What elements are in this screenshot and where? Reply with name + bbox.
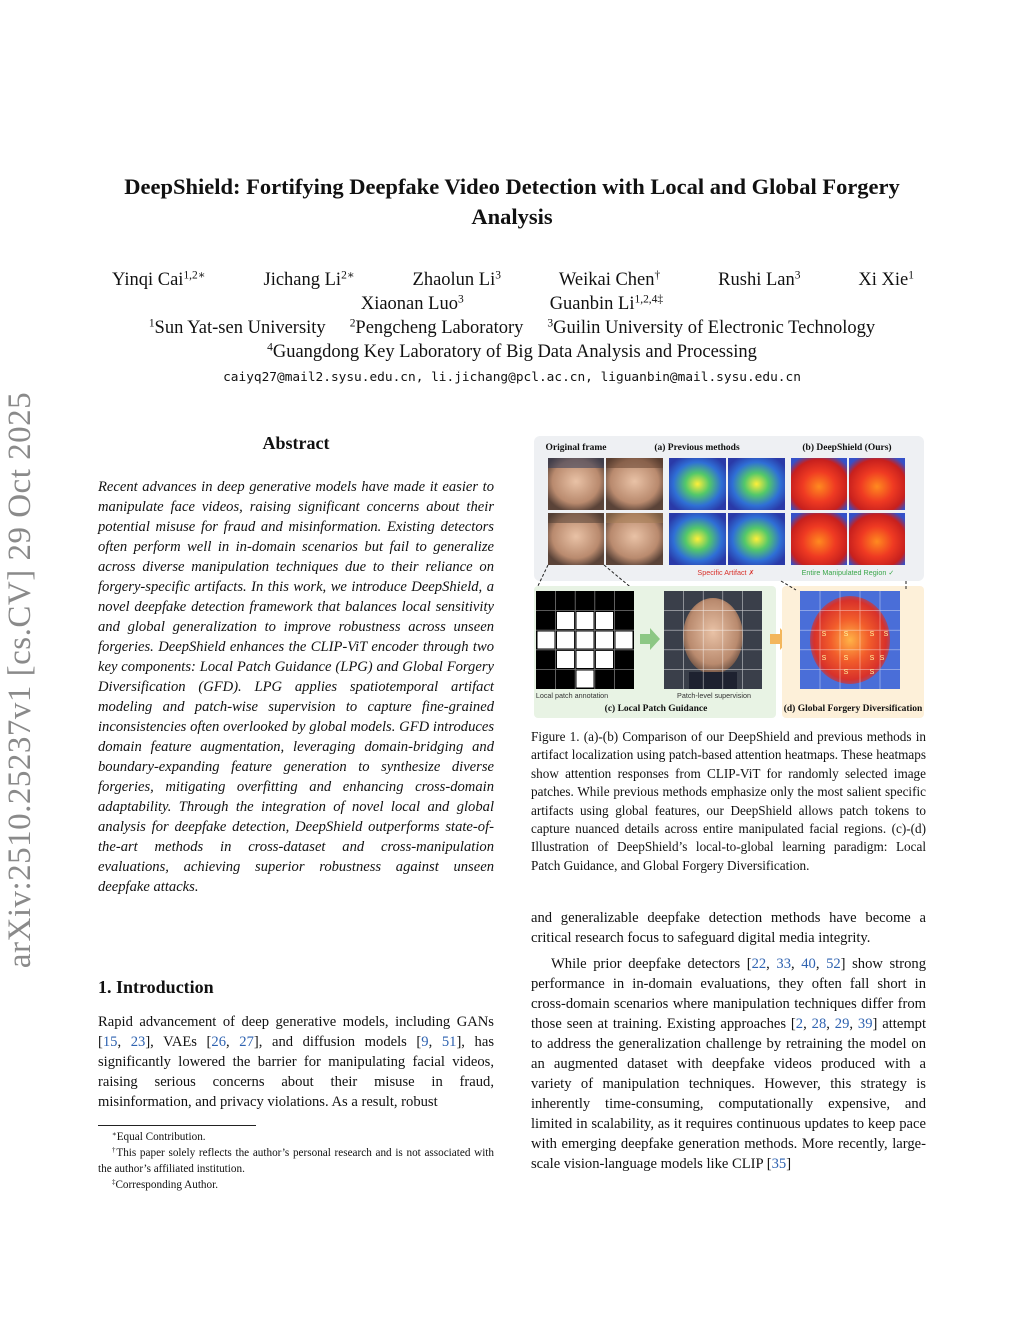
svg-text:S: S [869,655,875,662]
svg-text:S: S [821,631,827,638]
author: Xiaonan Luo$^3$ [360,293,464,314]
heatmap-ours-1 [791,458,847,510]
citation-link[interactable]: 51 [441,1034,457,1050]
citation-link[interactable]: 52 [826,956,841,972]
local-patch-annotation-label: Local patch annotation [535,691,609,700]
citation-link[interactable]: 15 [102,1034,118,1050]
citation-link[interactable]: 28 [811,1016,827,1032]
patch-level-supervision-face [664,591,762,689]
previous-methods-header: (a) Previous methods [654,443,740,453]
deepshield-header: (b) DeepShield (Ours) [802,443,892,453]
svg-text:S: S [843,669,849,676]
affiliation: $^2$Pengcheng Laboratory [349,317,524,338]
affiliation: $^3$Guilin University of Electronic Technology [547,317,876,338]
footnote-rule [98,1125,256,1126]
local-patch-guidance-label: (c) Local Patch Guidance [604,704,708,714]
heatmap-ours-4 [849,513,905,565]
svg-text:S: S [869,669,875,676]
author: Guanbin $Li^{1,2,4\ddagger}$ [549,293,664,314]
footnotes [98,1129,494,1193]
heatmap-previous-2 [728,458,785,510]
citation-link[interactable]: 40 [801,956,816,972]
figure-1-caption: Figure 1. (a)-(b) Comparison of our DeepShield and previous methods in artifact localization using patch-based attention heatmaps. These heatmaps show attention responses from CLIP-ViT for randomly selected image patches. While previous methods emphasize only the most salient specific artifacts using global features, our DeepShield allows patch tokens to capture nuanced details across entire manipulated facial regions. (c)-(d) Illustration of DeepShield’s local-to-global learning paradigm: Local Patch Guidance, and Global Forgery Diversification. [531,729,926,873]
svg-text:S: S [821,655,827,662]
citation-link[interactable]: 33 [776,956,791,972]
citation-link[interactable]: 35 [771,1156,787,1172]
footnote: ∗Equal Contribution. [112,1130,206,1143]
citation-link[interactable]: 26 [211,1034,227,1050]
patch-level-supervision-label: Patch-level supervision [677,691,751,700]
author: Xi Xie$^1$ [858,269,914,290]
svg-text:S: S [879,655,885,662]
citation-link[interactable]: 22 [751,956,767,972]
abstract-body: Recent advances in deep generative models have made it easier to manipulate face videos, raising significant concerns about their potential misuse for fraud and misinformation. Existing detectors often perform well in in-domain scenarios but fail to generalize across diverse manipulation techniques due to their reliance on forgery-specific artifacts. In this work, we introduce DeepShield, a novel deepfake detection framework that balances local sensitivity and global generalization to improve robustness across unseen forgeries. DeepShield enhances the CLIP-ViT encoder through two key components: Local Patch Guidance (LPG) and Global Forgery Diversification (GFD). LPG applies spatiotemporal artifact modeling and patch-wise supervision to capture fine-grained inconsistencies often overlooked by global models. GFD introduces domain feature augmentation, leveraging domain-bridging and boundary-expanding feature generation to synthesize diverse forgeries, mitigating overfitting and enhancing cross-domain adaptability. Through the integration of novel local and global analysis for deepfake detection, DeepShield outperforms state-of-the-art methods in cross-dataset and cross-manipulation evaluations, achieving superior robustness against unseen deepfake attacks. [98,479,494,895]
affiliation: $^1$Sun Yat-sen University [148,317,326,338]
svg-text:S: S [883,631,889,638]
right-paragraph-1: and generalizable deepfake detection methods have become a critical research focus to safeguard digital media integrity. [531,910,926,946]
citation-link[interactable]: 23 [130,1034,146,1050]
arxiv-identifier: arXiv:2510.25237v1 [cs.CV] 29 Oct 2025 [2,391,38,969]
author: Rushi Lan$^3$ [718,269,801,290]
introduction-heading: 1. Introduction [98,977,214,997]
local-patch-annotation-grid [536,591,634,689]
author: Jichang $Li^{2∗}$ [263,269,355,290]
specific-artifact-label: Specific Artifact ✗ [697,568,755,577]
global-forgery-heatmap [800,591,900,689]
original-frame-header: Original frame [545,443,607,453]
abstract-heading: Abstract [262,433,330,453]
heatmap-ours-2 [849,458,905,510]
heatmap-previous-3 [669,513,726,565]
global-forgery-label: (d) Global Forgery Diversification [783,704,923,714]
affiliation: $^4$Guangdong Key Laboratory of Big Data Analysis and Processing [267,341,757,362]
footnote: ‡Corresponding Author. [112,1178,219,1191]
heatmap-previous-1 [669,458,726,510]
entire-region-label: Entire Manipulated Region ✓ [801,568,895,577]
citation-link[interactable]: 27 [239,1034,254,1050]
footnote: †This paper solely reflects the author’s personal research and is not associated with the author’s affiliated institution. [98,1146,495,1175]
citation-link[interactable]: 39 [857,1016,873,1032]
citation-link[interactable]: 2 [795,1016,804,1032]
right-paragraph-2: While prior deepfake detectors [22, 33, 40, 52] show strong performance in in-domain evaluations, they often fall short in cross-domain scenarios where manipulation techniques differ from those seen at training. Existing approaches [2, 28, 29, 39] attempt to address the generalization challenge by retraining the model on an augmented dataset with deepfake videos produced with a variety of manipulation techniques. However, this strategy is inherently time-consuming, computationally expensive, and limited in scalability, as it requires continuous updates to keep pace with emerging deepfake generation methods. More recently, large-scale vision-language models like CLIP [35] [531,956,927,1172]
introduction-paragraph: Rapid advancement of deep generative models, including GANs [15, 23], VAEs [26, 27], and diffusion models [9, 51], has significantly lowered the barrier for manipulating facial videos, raising serious concerns about their misuse in fraud, misinformation, and privacy violations. As a result, robust [98,1014,494,1110]
citation-link[interactable]: 29 [834,1016,850,1032]
author: Yinqi Cai$^{1,2∗}$ [112,269,206,290]
figure-1 [534,436,924,718]
affiliations [90,317,934,364]
heatmap-previous-4 [728,513,785,565]
author: Zhaolun Li$^3$ [412,269,501,290]
svg-text:S: S [843,655,849,662]
figure-1-graphic [534,436,924,718]
citation-link[interactable]: 9 [421,1034,429,1050]
paper-title: DeepShield: Fortifying Deepfake Video Detection with Local and Global Forgery Analysis [124,174,900,229]
svg-text:S: S [869,631,875,638]
svg-text:S: S [843,631,849,638]
heatmap-ours-3 [791,513,847,565]
author: Weikai Chen† [558,269,661,290]
author-emails: caiyq27@mail2.sysu.edu.cn, li.jichang@pcl.ac.cn, liguanbin@mail.sysu.edu.cn [223,370,801,385]
author-list [90,268,934,316]
